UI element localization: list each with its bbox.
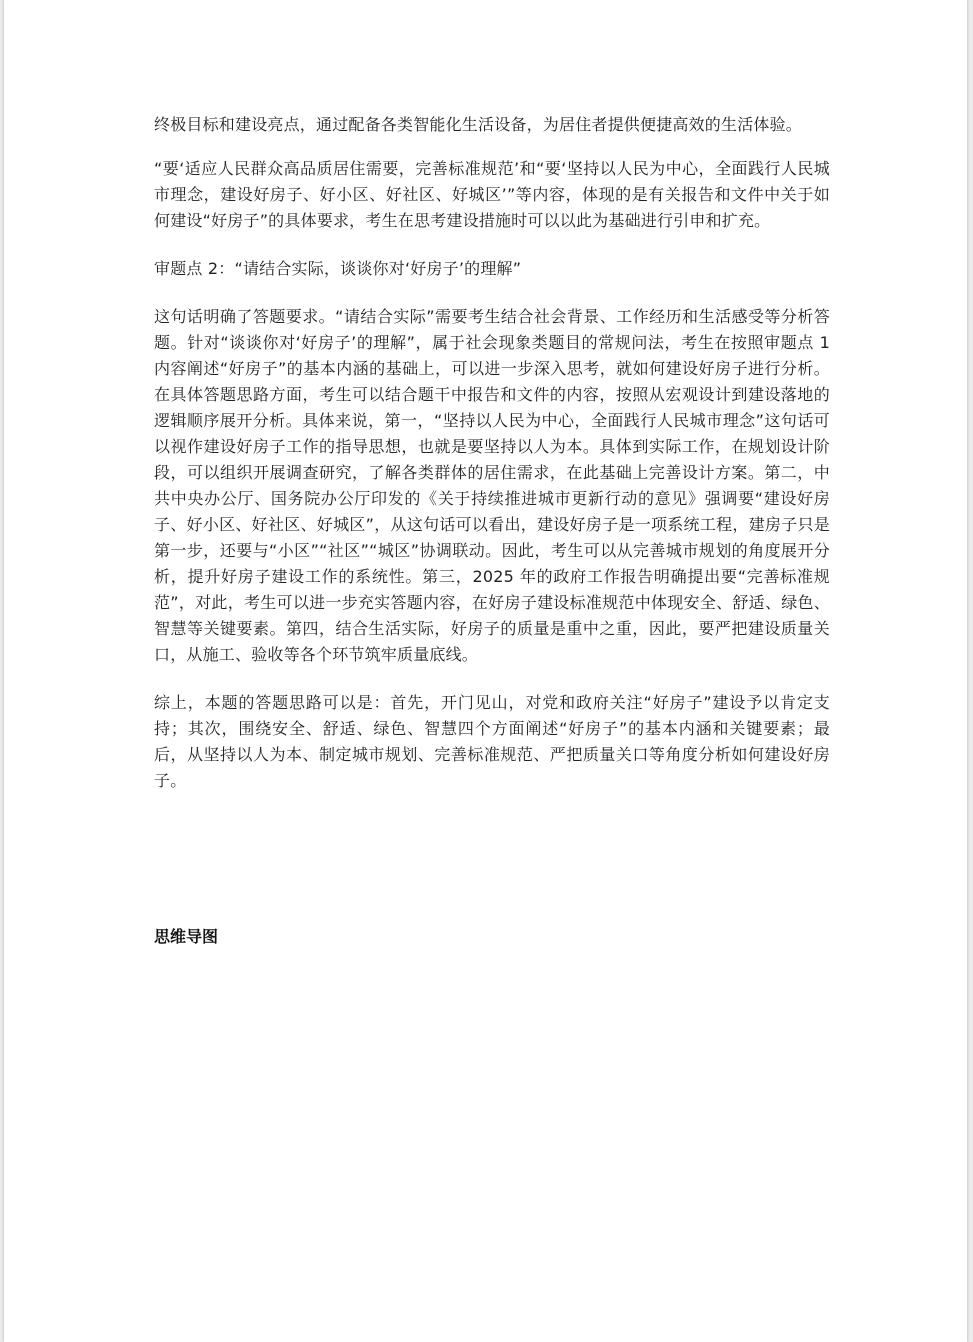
paragraph-analysis: 这句话明确了答题要求。“请结合实际”需要考生结合社会背景、工作经历和生活感受等分析答题。针对“谈谈你对‘好房子’的理解”，属于社会现象类题目的常规问法，考生在按照审题点 1 内容阐述“好房子”的基本内涵的基础上，可以进一步深入思考，就如何建设好房子进行分析。在具体答题思路方面，考生可以结合题干中报告和文件的内容，按照从宏观设计到建设落地的逻辑顺序展开分析。具体来说，第一，“坚持以人民为中心，全面践行人民城市理念”这句话可以视作建设好房子工作的指导思想，也就是要坚持以人为本。具体到实际工作，在规划设计阶段，可以组织开展调查研究，了解各类群体的居住需求，在此基础上完善设计方案。第二，中共中央办公厅、国务院办公厅印发的《关于持续推进城市更新行动的意见》强调要“建设好房子、好小区、好社区、好城区”，从这句话可以看出，建设好房子是一项系统工程，建房子只是第一步，还要与“小区”“社区”“城区”协调联动。因此，考生可以从完善城市规划的角度展开分析，提升好房子建设工作的系统性。第三，2025 年的政府工作报告明确提出要“完善标准规范”，对此，考生可以进一步充实答题内容，在好房子建设标准规范中体现安全、舒适、绿色、智慧等关键要素。第四，结合生活实际，好房子的质量是重中之重，因此，要严把建设质量关口，从施工、验收等各个环节筑牢质量底线。 bbox=[154, 307, 830, 664]
paragraph-requirements: “要‘适应人民群众高品质居住需要，完善标准规范’和“要‘坚持以人民为中心，全面践行人民城市理念，建设好房子、好小区、好社区、好城区’”等内容，体现的是有关报告和文件中关于如何建设“好房子”的具体要求，考生在思考建设措施时可以以此为基础进行引申和扩充。 bbox=[154, 159, 830, 230]
document-body bbox=[154, 112, 830, 816]
paragraph-summary: 综上，本题的答题思路可以是：首先，开门见山，对党和政府关注“好房子”建设予以肯定支持；其次，围绕安全、舒适、绿色、智慧四个方面阐述“好房子”的基本内涵和关键要素；最后，从坚持以人为本、制定城市规划、完善标准规范、严把质量关口等角度分析如何建设好房子。 bbox=[154, 693, 830, 790]
section-heading-mind-map: 思维导图 bbox=[154, 927, 219, 946]
paragraph-review-point-2: 审题点 2：“请结合实际，谈谈你对‘好房子’的理解” bbox=[154, 259, 522, 278]
paragraph-intro-continuation: 终极目标和建设亮点，通过配备各类智能化生活设备，为居住者提供便捷高效的生活体验。 bbox=[154, 115, 803, 134]
document-page bbox=[4, 0, 967, 1342]
